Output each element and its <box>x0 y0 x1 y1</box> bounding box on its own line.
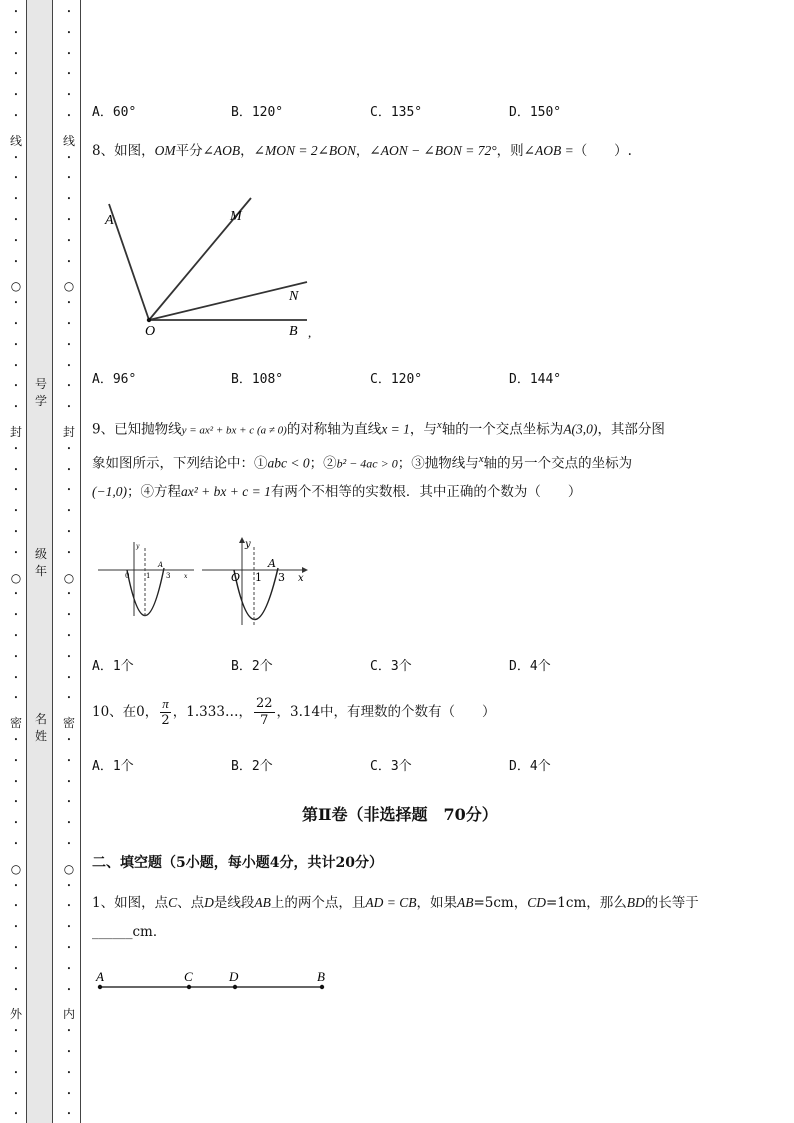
q8-text: 如图， <box>114 143 155 159</box>
f1-text: 的长等于 <box>644 895 699 911</box>
outer-dot: • <box>13 1069 19 1077</box>
f1-bd: BD <box>626 895 645 910</box>
f1-text: ，如果 <box>416 895 457 911</box>
q9-text: ，与 <box>409 421 437 438</box>
q8-stem <box>92 141 632 161</box>
outer-dot: • <box>13 965 19 973</box>
outer-dot: • <box>13 154 19 162</box>
q10-denominator: 7 <box>260 713 269 728</box>
f1-point-d: D <box>204 895 214 910</box>
label-n: N <box>289 289 299 304</box>
q9-conclusion-1: abc < 0 <box>267 455 310 471</box>
q8-cond2: ∠AON − ∠BON = 72° <box>369 143 497 158</box>
inner-dot: • <box>66 611 72 619</box>
q9-axis: x = 1 <box>381 421 410 437</box>
outer-dot: • <box>13 466 19 474</box>
f1-stem <box>92 893 699 913</box>
a-label: A <box>158 561 164 569</box>
outer-dot: • <box>13 757 19 765</box>
outer-seal-label: 线 <box>9 134 22 148</box>
q9-option-c: C．3个 <box>370 659 412 674</box>
f1-text: 是线段 <box>213 895 255 911</box>
f1-answer-line: ______cm． <box>92 924 167 940</box>
label-d: D <box>229 969 239 984</box>
inner-seal-label: 密 <box>62 716 75 730</box>
q9-xvar: x <box>436 419 442 431</box>
inner-dot: • <box>66 382 72 390</box>
q9-text: 9、已知抛物线 <box>92 421 182 438</box>
inner-dot: • <box>66 154 72 162</box>
inner-dot: • <box>66 653 72 661</box>
point-d <box>233 985 237 989</box>
q9-parabola-figure-large <box>200 535 310 627</box>
q8-option-d: D．144° <box>509 372 562 387</box>
outer-dot: • <box>13 258 19 266</box>
q8-angle-figure <box>95 190 325 345</box>
f1-point-c: C <box>168 895 178 910</box>
point-c <box>187 985 191 989</box>
outer-dot: • <box>13 611 19 619</box>
inner-dot: • <box>66 965 72 973</box>
inner-dot: • <box>66 840 72 848</box>
q8-number: 8、 <box>92 143 115 159</box>
outer-dot: • <box>13 8 19 16</box>
inner-dot: • <box>66 902 72 910</box>
inner-dot: • <box>66 362 72 370</box>
outer-dot: • <box>13 507 19 515</box>
point-b <box>320 985 324 989</box>
q9-line-2 <box>92 449 632 474</box>
inner-dot: • <box>66 195 72 203</box>
inner-dot: • <box>66 1110 72 1118</box>
outer-dot: • <box>13 1048 19 1056</box>
outer-dot: • <box>13 382 19 390</box>
inner-dot: • <box>66 798 72 806</box>
q9-text: 轴的另一个交点的坐标为 <box>483 455 633 472</box>
x-label: x <box>298 573 304 584</box>
field-class: 级年 <box>34 547 47 578</box>
f1-text: 1、如图，点 <box>92 895 169 911</box>
q9-text: 的对称轴为直线 <box>286 421 382 438</box>
outer-dot: • <box>13 216 19 224</box>
inner-dot: • <box>66 29 72 37</box>
label-comma: , <box>308 325 312 340</box>
label-o: O <box>145 324 156 339</box>
outer-dot: • <box>13 1027 19 1035</box>
outer-dot: • <box>13 362 19 370</box>
label-m: M <box>230 209 242 224</box>
inner-circle: ○ <box>63 571 75 585</box>
inner-dot: • <box>66 50 72 58</box>
f1-segment-ab: AB <box>254 895 271 910</box>
y-label: y <box>136 543 140 550</box>
q9-conclusion-2: b² − 4ac > 0 <box>336 456 398 471</box>
outer-dot: • <box>13 882 19 890</box>
outer-seal-label: 密 <box>9 716 22 730</box>
three-label: 3 <box>278 571 285 584</box>
inner-dot: • <box>66 258 72 266</box>
q9-parabola: y = ax² + bx + c (a ≠ 0) <box>181 424 287 437</box>
q9-text: 轴的一个交点坐标为 <box>441 421 564 438</box>
inner-dot: • <box>66 923 72 931</box>
outer-dot: • <box>13 819 19 827</box>
outer-dot: • <box>13 778 19 786</box>
outer-seal-label: 外 <box>9 1007 22 1021</box>
outer-dot: • <box>13 29 19 37</box>
outer-dot: • <box>13 1090 19 1098</box>
f1-segment-figure <box>92 966 332 996</box>
inner-dot: • <box>66 507 72 515</box>
inner-dot: • <box>66 320 72 328</box>
section2-title: 二、填空题（5小题，每小题4分，共计20分） <box>92 855 383 871</box>
inner-dot: • <box>66 1090 72 1098</box>
outer-dot: • <box>13 486 19 494</box>
outer-circle: ○ <box>10 279 22 293</box>
vertex-o <box>147 318 151 322</box>
outer-dot: • <box>13 341 19 349</box>
q10-stem <box>92 692 496 732</box>
inner-circle: ○ <box>63 862 75 876</box>
a-label: A <box>268 557 276 570</box>
outer-dot: • <box>13 528 19 536</box>
inner-dot: • <box>66 341 72 349</box>
inner-dot: • <box>66 112 72 120</box>
inner-dot: • <box>66 882 72 890</box>
inner-seal-label: 封 <box>62 425 75 439</box>
q9-text: ；③抛物线与 <box>397 455 479 472</box>
outer-dot: • <box>13 50 19 58</box>
q8-text: 平分 <box>175 143 203 159</box>
q10-text: ，1.333…， <box>172 704 252 720</box>
outer-dot: • <box>13 237 19 245</box>
outer-dot: • <box>13 902 19 910</box>
inner-dot: • <box>66 819 72 827</box>
q9-text: ，其部分图 <box>597 421 665 438</box>
f1-equation: AD = CB <box>365 895 417 910</box>
q10-text: ，3.14中，有理数的个数有（ ） <box>276 704 496 720</box>
f1-text: =5cm， <box>473 895 528 911</box>
outer-dot: • <box>13 798 19 806</box>
outer-dot: • <box>13 70 19 78</box>
q8-option-b: B．108° <box>231 372 284 387</box>
inner-dot: • <box>66 486 72 494</box>
outer-dot: • <box>13 986 19 994</box>
outer-dot: • <box>13 445 19 453</box>
outer-dot: • <box>13 590 19 598</box>
inner-circle: ○ <box>63 279 75 293</box>
outer-dot: • <box>13 174 19 182</box>
three-label: 3 <box>166 572 171 580</box>
q10-option-c: C．3个 <box>370 759 412 774</box>
inner-seal-label: 内 <box>62 1007 75 1021</box>
q9-option-b: B．2个 <box>231 659 273 674</box>
inner-dot: • <box>66 445 72 453</box>
outer-dot: • <box>13 112 19 120</box>
outer-dot: • <box>13 632 19 640</box>
inner-dot: • <box>66 1048 72 1056</box>
part2-title: 第Ⅱ卷（非选择题 70分） <box>302 805 498 824</box>
label-b: B <box>289 324 298 339</box>
inner-dot: • <box>66 944 72 952</box>
q10-pi-fraction <box>160 696 171 729</box>
inner-dot: • <box>66 986 72 994</box>
x-label: x <box>184 573 188 580</box>
inner-dot: • <box>66 549 72 557</box>
q9-option-a: A．1个 <box>92 659 134 674</box>
field-name: 名姓 <box>34 712 47 743</box>
ray-oa <box>109 204 149 320</box>
q9-equation: ax² + bx + c = 1 <box>180 484 271 499</box>
inner-dot: • <box>66 216 72 224</box>
inner-dot: • <box>66 174 72 182</box>
q8-blank: （ ）. <box>573 143 632 159</box>
q7-option-a: A．60° <box>92 105 137 120</box>
point-a <box>98 985 102 989</box>
outer-dot: • <box>13 923 19 931</box>
ray-on <box>149 282 307 320</box>
q8-option-c: C．120° <box>370 372 423 387</box>
q10-numerator: 22 <box>255 696 273 711</box>
f1-text: =1cm，那么 <box>546 895 627 911</box>
inner-dot: • <box>66 403 72 411</box>
inner-dot: • <box>66 632 72 640</box>
q9-parabola-figure-small <box>96 538 196 620</box>
outer-dot: • <box>13 840 19 848</box>
outer-dot: • <box>13 549 19 557</box>
f1-text: 上的两个点，且 <box>270 895 366 911</box>
inner-dot: • <box>66 299 72 307</box>
inner-dot: • <box>66 528 72 536</box>
inner-dot: • <box>66 8 72 16</box>
q9-text: ；② <box>309 455 337 472</box>
q9-line-3 <box>92 482 581 502</box>
field-student-number: 号学 <box>34 377 47 408</box>
q10-22-7-fraction <box>254 696 275 729</box>
q9-line-1 <box>92 415 665 441</box>
q9-xvar: x <box>478 453 484 465</box>
f1-cd: CD <box>527 895 546 910</box>
label-c: C <box>184 969 193 984</box>
f1-text: 、点 <box>177 895 205 911</box>
q8-cond1: ∠MON = 2∠BON <box>253 143 356 158</box>
outer-dot: • <box>13 403 19 411</box>
outer-dot: • <box>13 694 19 702</box>
outer-dot: • <box>13 195 19 203</box>
origin-label: 0 <box>125 572 130 580</box>
q8-sep: ， <box>355 143 370 159</box>
inner-dot: • <box>66 1069 72 1077</box>
one-label: 1 <box>255 571 262 584</box>
outer-dot: • <box>13 1110 19 1118</box>
one-label: 1 <box>146 572 151 580</box>
label-b: B <box>317 969 325 984</box>
inner-dot: • <box>66 757 72 765</box>
inner-dot: • <box>66 674 72 682</box>
q10-option-a: A．1个 <box>92 759 134 774</box>
outer-dot: • <box>13 320 19 328</box>
inner-dot: • <box>66 466 72 474</box>
q9-text: 有两个不相等的实数根．其中正确的个数为（ ） <box>270 484 582 500</box>
label-a: A <box>105 213 114 228</box>
y-label: y <box>245 539 251 550</box>
q8-aob: ∠AOB <box>202 143 241 158</box>
q8-text: ，则 <box>496 143 524 159</box>
outer-dot: • <box>13 299 19 307</box>
q10-pi-denominator: 2 <box>161 713 170 728</box>
inner-dot: • <box>66 1027 72 1035</box>
inner-dot: • <box>66 736 72 744</box>
inner-dot-column <box>62 0 76 1123</box>
outer-dot: • <box>13 736 19 744</box>
q10-option-d: D．4个 <box>509 759 551 774</box>
q10-option-b: B．2个 <box>231 759 273 774</box>
inner-dot: • <box>66 237 72 245</box>
outer-seal-label: 封 <box>9 425 22 439</box>
q8-option-a: A．96° <box>92 372 137 387</box>
q8-om: OM <box>154 143 176 158</box>
q9-point: A(3,0) <box>563 421 598 437</box>
outer-dot-column <box>9 0 23 1123</box>
outer-dot: • <box>13 944 19 952</box>
inner-dot: • <box>66 778 72 786</box>
q9-text: 象如图所示，下列结论中：① <box>92 455 268 472</box>
q9-other-root: (−1,0) <box>92 484 127 499</box>
outer-dot: • <box>13 653 19 661</box>
q8-sep: ， <box>240 143 254 159</box>
q9-option-d: D．4个 <box>509 659 551 674</box>
origin-label: O <box>231 571 241 584</box>
q10-text: 10、在0， <box>92 704 159 720</box>
outer-circle: ○ <box>10 862 22 876</box>
label-a: A <box>96 969 104 984</box>
inner-dot: • <box>66 694 72 702</box>
outer-dot: • <box>13 91 19 99</box>
q7-option-c: C．135° <box>370 105 423 120</box>
q7-option-b: B．120° <box>231 105 284 120</box>
inner-dot: • <box>66 70 72 78</box>
outer-dot: • <box>13 674 19 682</box>
q9-text: ；④方程 <box>126 484 181 500</box>
inner-dot: • <box>66 590 72 598</box>
q8-ask: ∠AOB = <box>523 143 574 158</box>
inner-dot: • <box>66 91 72 99</box>
inner-seal-label: 线 <box>62 134 75 148</box>
outer-circle: ○ <box>10 571 22 585</box>
f1-ab: AB <box>456 895 474 910</box>
q10-pi-numerator: π <box>162 696 169 711</box>
q7-option-d: D．150° <box>509 105 562 120</box>
